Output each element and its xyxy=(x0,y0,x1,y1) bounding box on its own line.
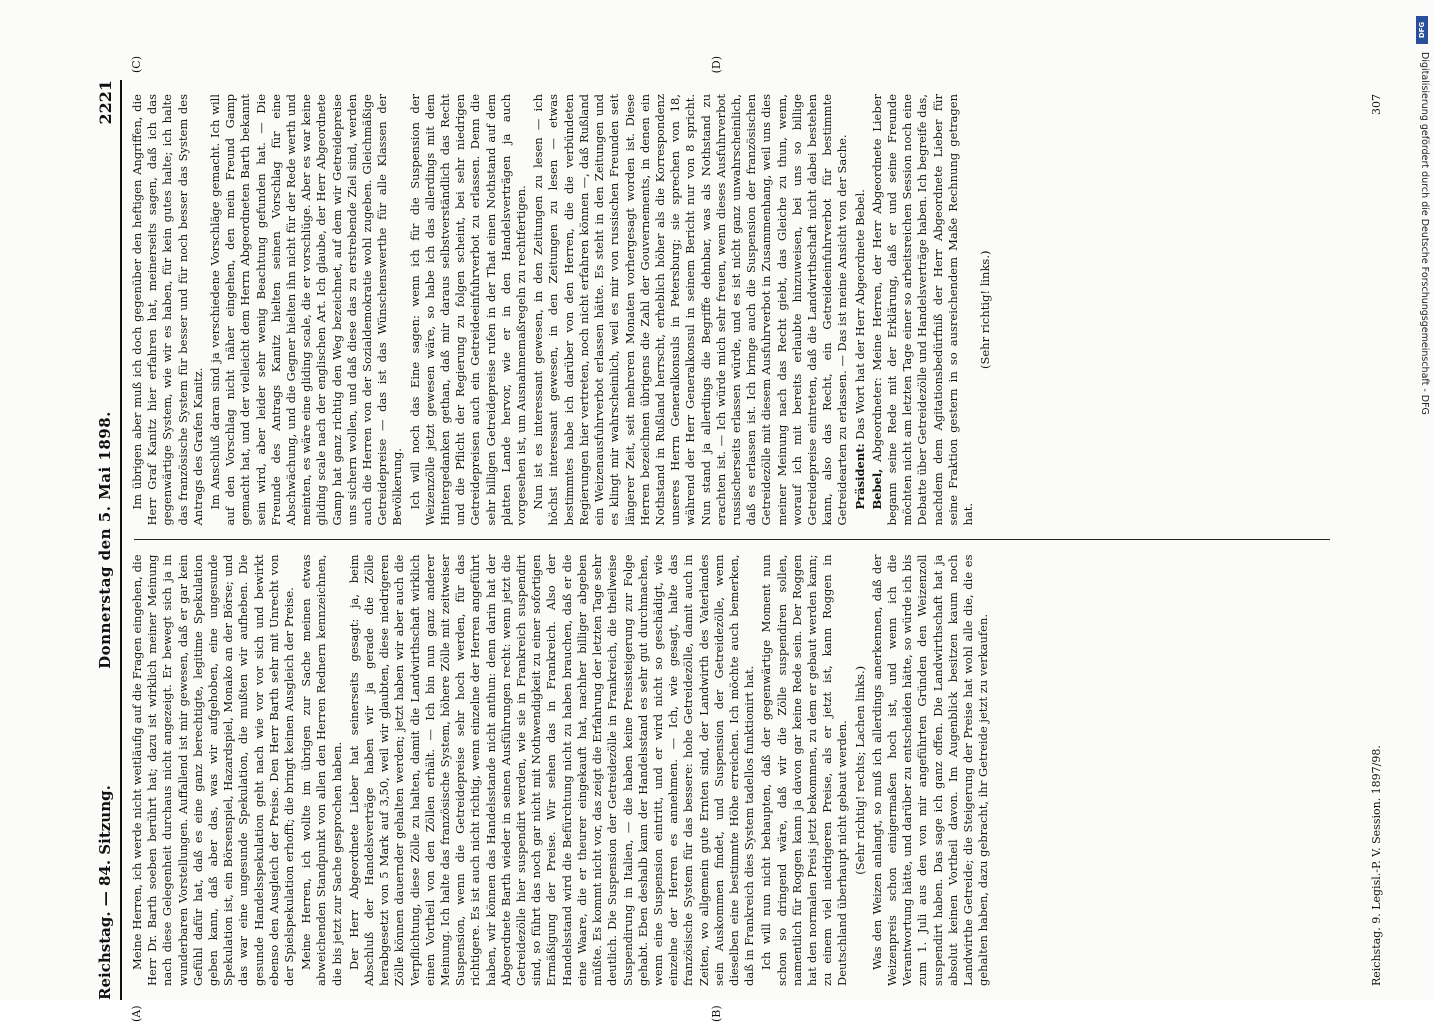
paragraph: Im übrigen aber muß ich doch gegenüber den heftigen Angriffen, die Herr Graf Kanitz hier erfahren hat, meinerseits sagen, daß ich das gegenwärtige System, wie wir es haben, für kein gutes halte; ich halte das französische System für besser und für noch besser das System des Antrags des Grafen Kanitz. xyxy=(130,94,205,526)
paragraph: Im Anschluß daran sind ja verschiedene Vorschläge gemacht. Ich will auf den Vorschlag nicht näher eingehen, den mein Freund Gamp gemacht hat, und der vielleicht dem Herrn Abgeordneten Barth bekannt sein wird, aber leider sehr wenig Beachtung gefunden hat. — Die Freunde des Antrags Kanitz hielten seinen Vorschlag für eine Abschwächung, und die Gegner hielten ihn nicht für der Rede werth und meinten, es wäre eine gliding scale, die er vorschlüge. Aber es war keine gliding scale nach der englischen Art. Ich glaube, der Herr Abgeordnete Gamp hat ganz richtig den Weg bezeichnet, auf dem wir Getreidepreise uns sichern wollen, und daß diese das zu erstrebende Ziel sind, werden auch die Herren von der Sozialdemokratie wohl zugeben. Gleichmäßige Getreidepreise — das ist das Wünschenswerthe für alle Klassen der Bevölkerung. xyxy=(208,94,405,526)
interjection: (Sehr richtig! rechts; Lachen links.) xyxy=(852,665,867,875)
paragraph: Was den Weizen anlangt, so muß ich allerdings anerkennen, daß der Weizenpreis schon einigermaßen hoch ist, und wenn ich die Verantwortung hätte, und darüber zu entscheiden hätte, so würde ich bis zum 1. Juli aus den von mir angeführten Gründen den Weizenzoll suspendirt haben. Das sage ich ganz offen. Die Landwirthschaft hat ja absolut keinen Vortheil davon. Im Augenblick besitzen kaum noch Landwirthe Getreide; die Steigerung der Preise hat wohl alle die, die es gehalten haben, dazu gebracht, ihr Getreide jetzt zu verkaufen. xyxy=(869,554,991,986)
digitization-note xyxy=(1416,8,1430,992)
speaker-paragraph xyxy=(870,94,976,526)
margin-marker-c: (C) xyxy=(130,56,143,73)
paragraph: Ich will nun nicht behaupten, daß der gegenwärtige Moment nun schon so dringend wäre, daß wir die Zölle suspendiren sollen, namentlich für Roggen kann ja davon gar keine Rede sein. Der Roggen hat den normalen Preis jetzt bekommen, zu dem er gebaut werden kann; zu einem viel niedrigeren Preise, als er jetzt ist, kann Roggen in Deutschland überhaupt nicht gebaut werden. xyxy=(759,554,850,986)
paragraph: Der Herr Abgeordnete Lieber hat seinerseits gesagt: ja, beim Abschluß der Handelsverträge haben wir ja gerade die Zölle herabgesetzt von 5 Mark auf 3,50, weil wir glaubten, diese niedrigeren Zölle können dauernder gehalten werden; jetzt haben wir aber auch die Verpflichtung, diese Zölle zu halten, damit die Landwirthschaft wirklich einen Vortheil von den Zöllen erhält. — Ich bin nun ganz anderer Meinung. Ich halte das französische System, höhere Zölle mit zeitweiser Suspension, wenn die Getreidepreise sehr hoch werden, für das richtigere. Es ist auch nicht richtig, wenn einzelne der Herren angeführt haben, wir können das Handelsstande nicht anthun: denn darin hat der Abgeordnete Barth wieder in seinen Ausführungen recht: wenn jetzt die Getreidezölle hier suspendirt werden, wie sie in Frankreich suspendirt sind, so führt das noch gar nicht mit Nothwendigkeit zu einer sofortigen Ermäßigung der Preise. Wir sehen das in Frankreich. Also der Handelsstand wird die Befürchtung nicht zu haben brauchen, daß er die eine Waare, die er theurer eingekauft hat, nachher billiger abgeben müßte. Es kommt nicht vor, das zeigt die Erfahrung der letzten Tage sehr deutlich. Die Suspension der Getreidezölle in Frankreich, die theilweise Suspendirung in Italien, — die haben keine Preissteigerung zur Folge gehabt. Eben deshalb kann der Handelsstand es sehr gut durchmachen, wenn eine Suspension eintritt, und er wird nicht so geschädigt, wie einzelne der Herren es annehmen. — Ich, wie gesagt, halte das französische System für das bessere: hohe Getreidezölle, damit auch in Zeiten, wo allgemein gute Ernten sind, der Landwirth des Vaterlandes sein Auskommen findet, und Suspension der Getreidezölle, wenn dieselben eine bestimmte Höhe erreichen. Ich möchte auch bemerken, daß in Frankreich dies System tadellos funktionirt hat. xyxy=(346,554,757,986)
paragraph: Ich will noch das Eine sagen: wenn ich für die Suspension der Weizenzölle jetzt gewesen wäre, so habe ich das allerdings mit dem Hintergedanken gethan, daß mir daraus selbstverständlich das Recht und die Pflicht der Regierung zu folgen scheint, bei sehr niedrigen Getreidepreisen auch ein Getreideeinfuhrverbot zu erlassen. Denn die sehr billigen Getreidepreise rufen in der That einen Nothstand auf dem platten Lande hervor, wie er in den Handelsverträgen ja auch vorgesehen ist, um Ausnahmemaßregeln zu rechtfertigen. xyxy=(407,94,529,526)
page-footer xyxy=(1362,80,1390,1000)
signature-number: 307 xyxy=(1369,94,1383,115)
paragraph: Nun ist es interessant gewesen, in den Zeitungen zu lesen — ich höchst interessant gewesen, in den Zeitungen zu lesen — etwas bestimmtes habe ich darüber von den Herren, die die verbündeten Regierungen hier vertreten, noch nicht erfahren können —, daß Rußland ein Weizenausfuhrverbot erlassen hätte. Es steht in den Zeitungen und es klingt mir wahrscheinlich, weil es mir von russischen Freunden seit längerer Zeit, seit mehreren Monaten vorhergesagt worden ist. Diese Herren bezeichnen übrigens die Zahl der Gouvernements, in denen ein Nothstand in Rußland herrscht, erheblich höher als die Korrespondenz unseres Herrn Generalkonsuls in Petersburg; sie sprechen von 18, während der Herr Generalkonsul in seinem Bericht nur von 8 spricht. Nun stand ja allerdings die Begriffe dehnbar, was als Nothstand zu erachten ist. — Ich würde mich sehr freuen, wenn dieses Ausfuhrverbot russischerseits erlassen würde, und es ist nicht ganz unwahrscheinlich, daß es erlassen ist. Ich bringe auch die Suspension der französischen Getreidezölle mit diesem Ausfuhrverbot in Zusammenhang, weil uns dies meiner Meinung nach das Recht giebt, das Gleiche zu thun, wenn, worauf ich mit bereits erlaubte hinzuweisen, bei uns so billige Getreidepreise eintreten, daß die Landwirthschaft nicht dabei bestehen kann, also das Recht, ein Getreideeinfuhrverbot für bestimmte Getreidearten zu erlassen. — Das ist meine Ansicht von der Sache. xyxy=(531,94,850,526)
margin-marker-b: (B) xyxy=(710,1005,723,1022)
speaker-label: Präsident: xyxy=(852,443,867,510)
header-session: Reichstag. — 84. Sitzung. xyxy=(96,785,114,1000)
margin-marker-d: (D) xyxy=(710,56,723,74)
dfg-logo-icon: DFG xyxy=(1416,16,1428,44)
footer-source: Reichstag. 9. Legisl.-P. V. Session. 1897/98. xyxy=(1369,745,1383,986)
speaker-label: Bebel, xyxy=(869,468,884,510)
rotated-page xyxy=(90,56,1390,1022)
page-header xyxy=(90,80,122,1000)
right-column xyxy=(130,80,1330,540)
page-number: 2221 xyxy=(95,79,115,125)
speaker-text: Das Wort hat der Herr Abgeordnete Bebel. xyxy=(852,189,867,440)
column-divider xyxy=(134,540,1330,541)
speaker-text: Abgeordneter: Meine Herren, der Herr Abgeordnete Lieber begann seine Rede mit der Erklärung, daß er und seine Freunde möchten nicht am letzten Tage einer so arbeitsreichen Session noch eine Debatte über Getreidezölle und Handelsverträge haben. Ich begreife das, nachdem dem Agitationsbedürfniß der Herr Abgeordnete Lieber für seine Fraktion gestern in so ausreichendem Maße Rechnung getragen hat. xyxy=(869,93,975,526)
left-column xyxy=(130,541,1330,1001)
speaker-paragraph xyxy=(853,94,868,526)
paragraph: Meine Herren, ich werde nicht weitläufig auf die Fragen eingehen, die Herr Dr. Barth soeben berührt hat; dazu ist wirklich meiner Meinung nach diese Gelegenheit durchaus nicht angezeigt. Er bewegt sich ja in wunderbaren Vorstellungen. Auffallend ist mir gewesen, daß er gar kein Gefühl dafür hat, daß es eine ganz berechtigte, legitime Spekulation geben kann, daß aber das, was wir aufgehoben, eine ungesunde Spekulation ist, ein Börsenspiel, Hazardspiel, Monako an der Börse; und das war eine ungesunde Spekulation, die mußten wir aufheben. Die gesunde Handelsspekulation geht nach wie vor vor sich und bewirkt ebenso den Ausgleich der Preise. Den Herr Barth sehr mit Unrecht von der Spielspekulation erhofft; die bringt keinen Ausgleich der Preise. xyxy=(130,554,297,986)
paragraph: Meine Herren, ich wollte im übrigen zur Sache meinen etwas abweichenden Standpunkt von allen den Herren Rednern kennzeichnen, die bis jetzt zur Sache gesprochen haben. xyxy=(299,554,344,986)
interjection: (Sehr richtig! links.) xyxy=(978,250,993,369)
digitization-credit: Digitalisierung gefördert durch die Deutsche Forschungsgemeinschaft - DFG xyxy=(1419,52,1430,415)
margin-marker-a: (A) xyxy=(130,1005,143,1022)
header-date: Donnerstag den 5. Mai 1898. xyxy=(96,411,114,669)
body-columns xyxy=(130,80,1330,1000)
